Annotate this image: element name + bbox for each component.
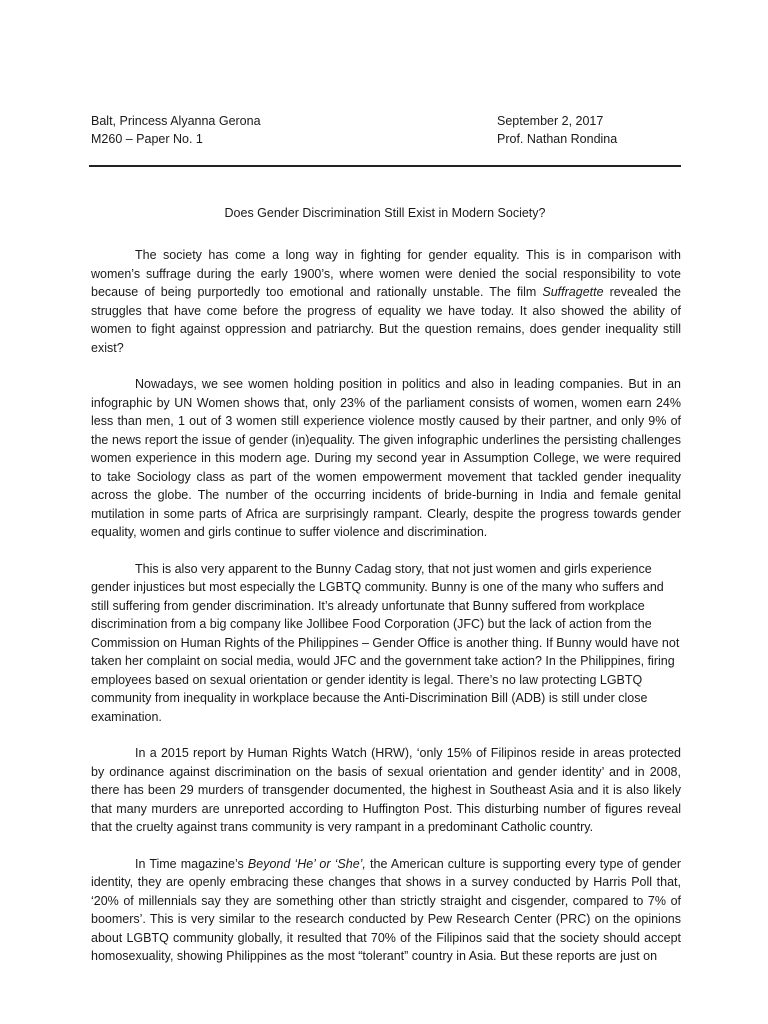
paragraph-1 [91,246,681,357]
paragraph-5 [91,855,681,966]
paper-body [91,246,681,984]
article-title: Beyond ‘He’ or ‘She’, [247,856,366,871]
paper-date: September 2, 2017 [497,114,604,128]
paragraph-3: This is also very apparent to the Bunny Cadag story, that not just women and girls experience gender injustices but most especially the LGBTQ community. Bunny is one of the many who suffers and still suffering from gender discrimination. It’s already unfortunate that Bunny suffered from workplace discrimination from a big company like Jollibee Food Corporation (JFC) but the lack of action from the Commission on Human Rights of the Philippines – Gender Office is another thing. If Bunny would have not taken her complaint on social media, would JFC and the government take action? In the Philippines, firing employees based on sexual orientation or gender identity is legal. There’s no law protecting LGBTQ community from inequality in workplace because the Anti-Discrimination Bill (ADB) is still under close examination. [91,561,680,724]
paragraph-2: Nowadays, we see women holding position in politics and also in leading companies. But in an infographic by UN Women shows that, only 23% of the parliament consists of women, women earn 24% less than men, 1 out of 3 women still experience violence mostly caused by their partner, and only 9% of the news report the issue of gender (in)equality. The given infographic underlines the persisting challenges women experience in this modern age. During my second year in Assumption College, we were required to take Sociology class as part of the women empowerment movement that tackled gender inequality across the globe. The number of the occurring incidents of bride-burning in India and female genital mutilation in some parts of Africa are surprisingly rampant. Clearly, despite the progress towards gender equality, women and girls continue to suffer violence and discrimination. [91,377,681,539]
paper-title: Does Gender Discrimination Still Exist in Modern Society? [224,206,546,220]
professor-name: Prof. Nathan Rondina [497,132,618,146]
paragraph-1-text-a: The society has come a long way in fighting for gender equality. This is in comparison with women’s suffrage during the early 1900’s, where women were denied the social responsibility to vote because of being purportedly too emotional and rationally unstable. The film [91,248,681,299]
film-title: Suffragette [542,285,604,299]
author-name: Balt, Princess Alyanna Gerona [91,114,261,128]
paragraph-1-text-b: revealed the struggles that have come before the progress of equality we have today. It also showed the ability of women to fight against oppression and patriarchy. But the question remains, does gender inequality still exist? [91,285,681,355]
paragraph-5-text-b: the American culture is supporting every type of gender identity, they are openly embracing these changes that shows in a survey conducted by Harris Poll that, ‘20% of millennials say they are something other than strictly straight and cisgender, compared to 7% of boomers’. This is very similar to the research conducted by Pew Research Center (PRC) on the opinions about LGBTQ community globally, it resulted that 70% of the Filipinos said that the society should accept homosexuality, showing Philippines as the most “tolerant” country in Asia. But these reports are just on [91,856,682,963]
paragraph-5-text-a: In Time magazine’s [135,856,248,871]
paragraph-4: In a 2015 report by Human Rights Watch (HRW), ‘only 15% of Filipinos reside in areas protected by ordinance against discrimination on the basis of sexual orientation and gender identity’ and in 2008, there has been 29 murders of transgender documented, the highest in Southeast Asia and it is also likely that many murders are unreported according to Huffington Post. This disturbing number of figures reveal that the cruelty against trans community is very rampant in a predominant Catholic country. [91,746,681,834]
header-left [91,112,261,148]
header-divider [89,165,681,167]
course-paper: M260 – Paper No. 1 [91,132,203,146]
header-right [497,112,617,148]
